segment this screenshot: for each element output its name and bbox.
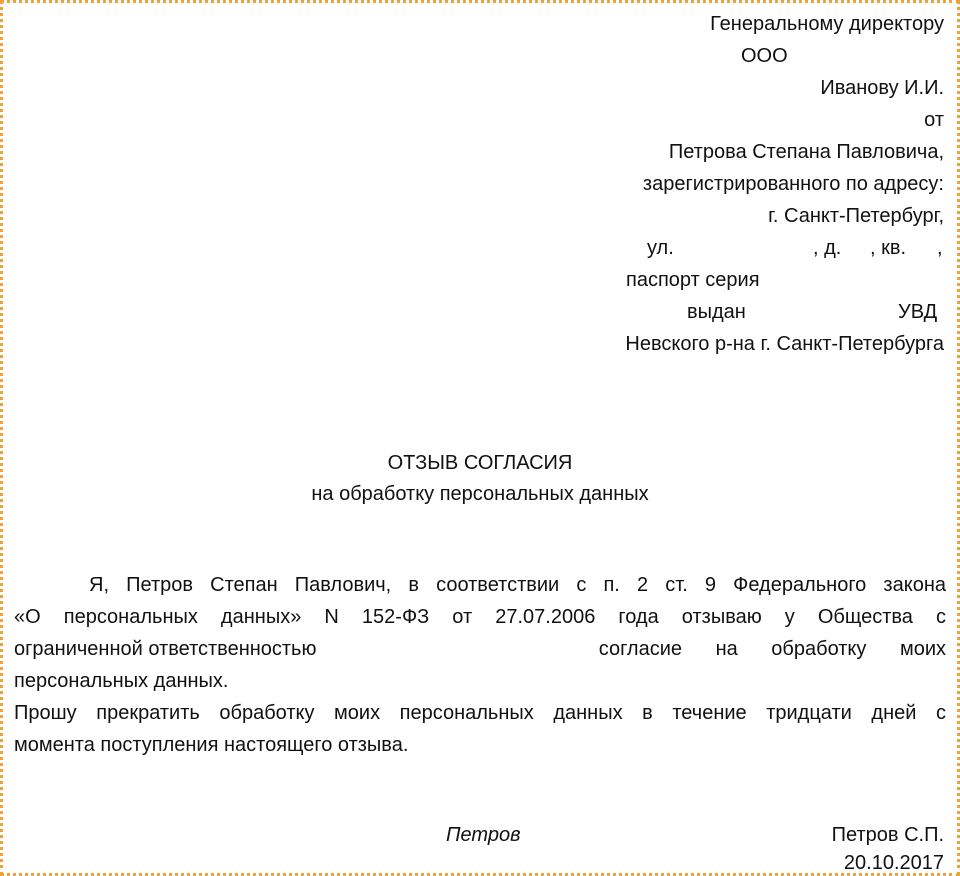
address-house-label: , д. [813, 237, 842, 259]
addressee-line-1: Генеральному директору [710, 13, 944, 35]
address-street-label: ул. [647, 237, 674, 259]
addressee-line-4: от [924, 109, 944, 131]
addressee-line-7: г. Санкт-Петербург, [768, 205, 944, 227]
addressee-line-11: Невского р-на г. Санкт-Петербурга [625, 333, 944, 355]
body-p2-line-1: Прошу прекратить обработку моих персональных данных в течение тридцати дней с [14, 702, 946, 724]
document-title: ОТЗЫВ СОГЛАСИЯ [387, 452, 573, 474]
addressee-line-3: Иванову И.И. [820, 77, 944, 99]
issued-label: выдан [687, 301, 746, 323]
signature-handwritten: Петров [446, 824, 521, 846]
address-flat-label: , кв. [870, 237, 907, 259]
body-p1-line-2: «О персональных данных» N 152-ФЗ от 27.07.2006 года отзываю у Общества с [14, 606, 946, 628]
body-p2-line-2: момента поступления настоящего отзыва. [14, 734, 409, 756]
addressee-line-2: ООО [741, 45, 788, 67]
body-p1-line-3-right: согласие на обработку моих [598, 638, 946, 660]
signature-date: 20.10.2017 [843, 852, 944, 874]
body-p1-line-3 [14, 637, 946, 661]
body-p1-line-4: персональных данных. [14, 670, 229, 692]
body-p1-line-1: Я, Петров Степан Павлович, в соответствии с п. 2 ст. 9 Федерального закона [89, 574, 946, 596]
body-p1-line-3-left: ограниченной ответственностью [14, 638, 317, 660]
uvd-label: УВД [898, 301, 938, 323]
document-subtitle: на обработку персональных данных [311, 483, 649, 505]
addressee-line-5: Петрова Степана Павловича, [668, 141, 944, 163]
address-end-comma: , [937, 237, 943, 259]
passport-label: паспорт серия [626, 269, 760, 291]
signature-name: Петров С.П. [831, 824, 944, 846]
addressee-line-6: зарегистрированного по адресу: [642, 173, 944, 195]
